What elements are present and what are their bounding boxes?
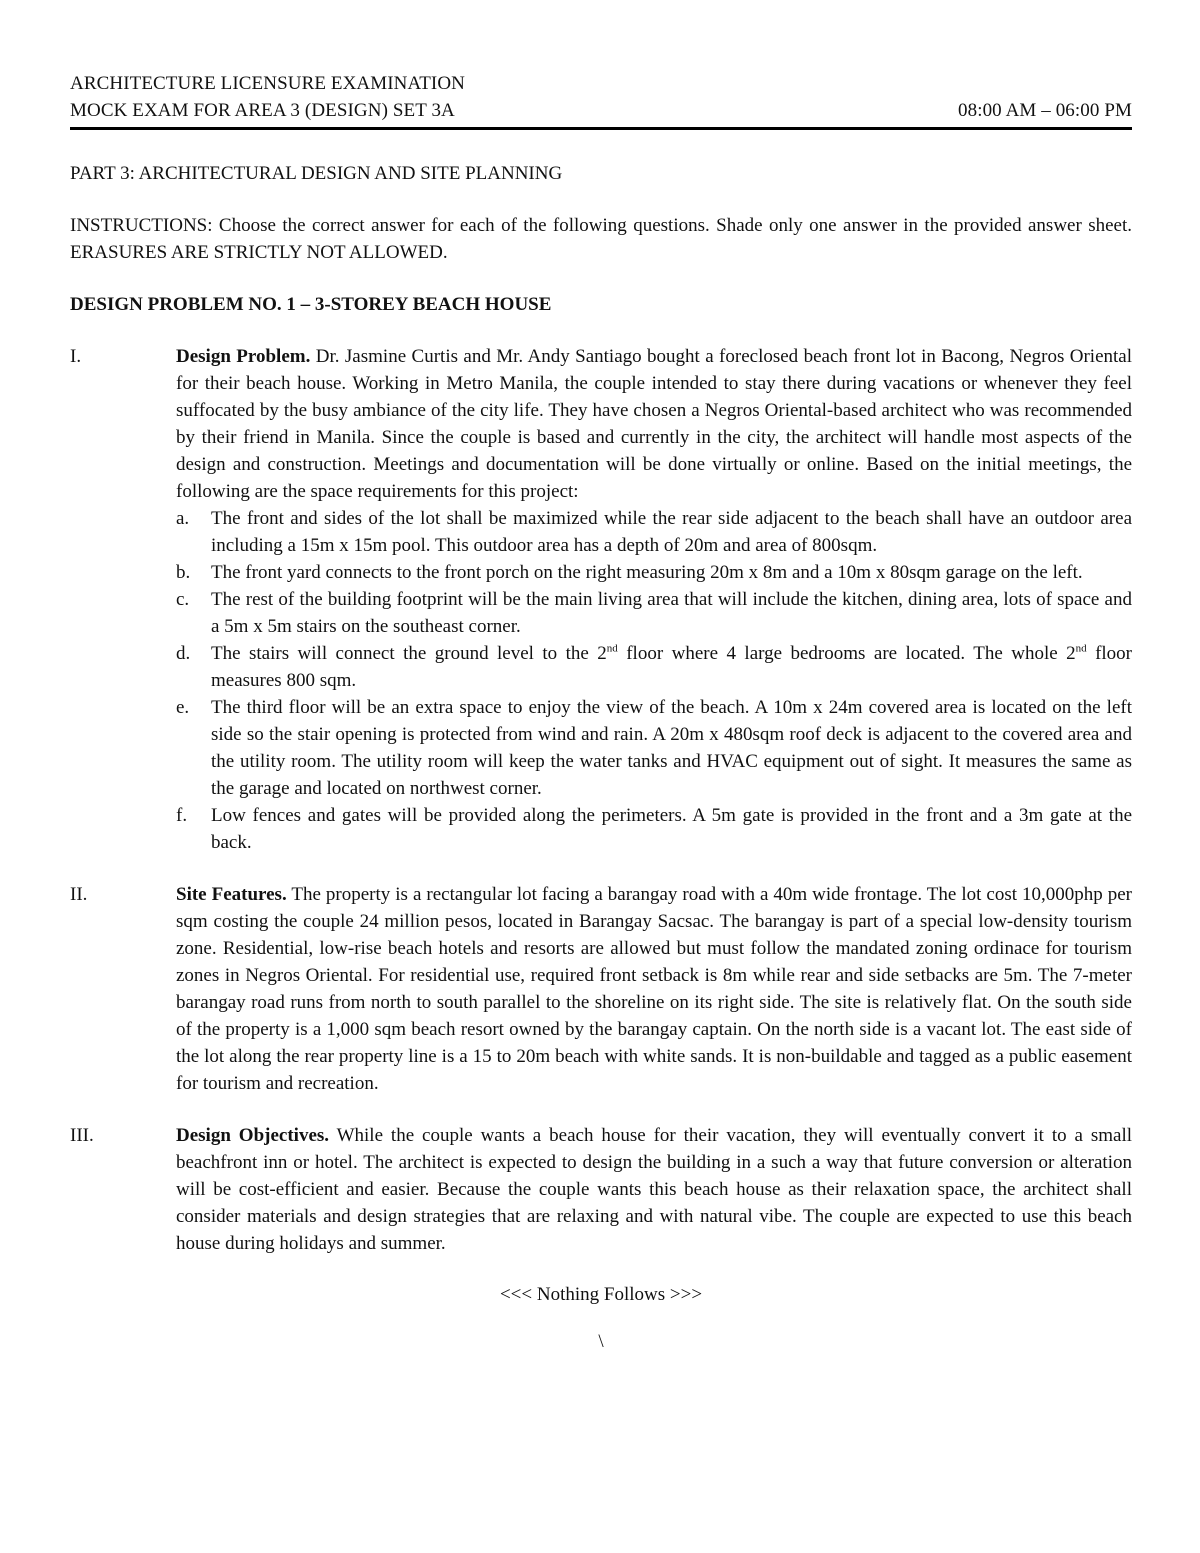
section-numeral: I.	[70, 346, 82, 367]
item-text: The front and sides of the lot shall be maximized while the rear side adjacent to the beach shall have an outdoor area including a 15m x 15m pool. This outdoor area has a depth of 20m and area of 800sqm.	[211, 508, 1132, 556]
design-problem-title: DESIGN PROBLEM NO. 1 – 3-STOREY BEACH HOUSE	[70, 294, 552, 315]
section-heading: Design Objectives.	[176, 1125, 330, 1146]
section-design-problem	[70, 343, 1132, 856]
header-rule	[70, 127, 1132, 130]
ordinal-suffix: nd	[1075, 642, 1087, 655]
nothing-follows: <<< Nothing Follows >>>	[499, 1284, 703, 1305]
section-site-features	[70, 881, 1132, 1097]
stray-mark: \	[598, 1331, 604, 1352]
section-body	[176, 1122, 1132, 1257]
item-text: The front yard connects to the front porch on the right measuring 20m x 8m and a 10m x 80sqm garage on the left.	[211, 562, 1083, 583]
exam-title: ARCHITECTURE LICENSURE EXAMINATION	[70, 73, 465, 94]
section-text: Dr. Jasmine Curtis and Mr. Andy Santiago bought a foreclosed beach front lot in Bacong, Negros Oriental for their beach house. Working in Metro Manila, the couple intended to stay there during vacations or whenever they feel suffocated by the busy ambiance of the city life. They have chosen a Negros Oriental-based architect who was recommended by their friend in Manila. Since the couple is based and currently in the city, the architect will handle most aspects of the design and construction. Meetings and documentation will be done virtually or online. Based on the initial meetings, the following are the space requirements for this project:	[176, 346, 1132, 502]
item-text: The third floor will be an extra space to enjoy the view of the beach. A 10m x 24m covered area is located on the left side so the stair opening is protected from wind and rain. A 20m x 480sqm roof deck is adjacent to the covered area and the utility room. The utility room will keep the water tanks and HVAC equipment out of sight. It measures the same as the garage and located on northwest corner.	[211, 697, 1132, 799]
item-text-part: The stairs will connect the ground level to the 2	[211, 643, 607, 664]
part-title: PART 3: ARCHITECTURAL DESIGN AND SITE PLANNING	[70, 163, 563, 184]
item-text-part: floor measures 800 sqm.	[211, 643, 1133, 691]
item-letter: d.	[176, 643, 191, 664]
ordinal-suffix: nd	[606, 642, 618, 655]
section-numeral: II.	[70, 884, 88, 905]
list-item	[176, 559, 1132, 586]
item-letter: c.	[176, 589, 190, 610]
list-item	[176, 640, 1132, 694]
requirements-list	[176, 505, 1132, 856]
item-text: The rest of the building footprint will be the main living area that will include the kitchen, dining area, lots of space and a 5m x 5m stairs on the southeast corner.	[211, 589, 1132, 637]
exam-page	[70, 70, 1132, 1355]
section-body	[176, 343, 1132, 856]
instructions: INSTRUCTIONS: Choose the correct answer for each of the following questions. Shade only one answer in the provided answer sheet. ERASURES ARE STRICTLY NOT ALLOWED.	[70, 215, 1132, 263]
item-text	[211, 640, 1132, 694]
list-item	[176, 694, 1132, 802]
item-letter: e.	[176, 697, 190, 718]
section-heading: Design Problem.	[176, 346, 311, 367]
item-text-part: floor where 4 large bedrooms are located. The whole 2	[617, 643, 1076, 664]
header-line-1	[70, 70, 1132, 97]
list-item	[176, 586, 1132, 640]
item-text: Low fences and gates will be provided along the perimeters. A 5m gate is provided in the front and a 3m gate at the back.	[211, 805, 1132, 853]
section-text: While the couple wants a beach house for their vacation, they will eventually convert it to a small beachfront inn or hotel. The architect is expected to design the building in a such a way that future conversion or alteration will be cost-efficient and easier. Because the couple wants this beach house as their relaxation space, the architect shall consider materials and design strategies that are relaxing and with natural vibe. The couple are expected to use this beach house during holidays and summer.	[176, 1125, 1132, 1254]
section-body	[176, 881, 1132, 1097]
list-item	[176, 802, 1132, 856]
exam-time: 08:00 AM – 06:00 PM	[958, 100, 1132, 121]
list-item	[176, 505, 1132, 559]
section-numeral: III.	[70, 1125, 94, 1146]
exam-subtitle: MOCK EXAM FOR AREA 3 (DESIGN) SET 3A	[70, 100, 455, 121]
section-paragraph	[176, 343, 1132, 505]
section-text: The property is a rectangular lot facing a barangay road with a 40m wide frontage. The lot cost 10,000php per sqm costing the couple 24 million pesos, located in Barangay Sacsac. The barangay is part of a special low-density tourism zone. Residential, low-rise beach hotels and resorts are allowed but must follow the mandated zoning ordinace for tourism zones in Negros Oriental. For residential use, required front setback is 8m while rear and side setbacks are 5m. The 7-meter barangay road runs from north to south parallel to the shoreline on its right side. The site is relatively flat. On the south side of the property is a 1,000 sqm beach resort owned by the barangay captain. On the north side is a vacant lot. The east side of the lot along the rear property line is a 15 to 20m beach with white sands. It is non-buildable and tagged as a public easement for tourism and recreation.	[176, 884, 1132, 1094]
item-letter: a.	[176, 508, 190, 529]
section-heading: Site Features.	[176, 884, 287, 905]
header-line-2	[70, 97, 1132, 124]
section-design-objectives	[70, 1122, 1132, 1257]
item-letter: b.	[176, 562, 191, 583]
item-letter: f.	[176, 805, 188, 826]
